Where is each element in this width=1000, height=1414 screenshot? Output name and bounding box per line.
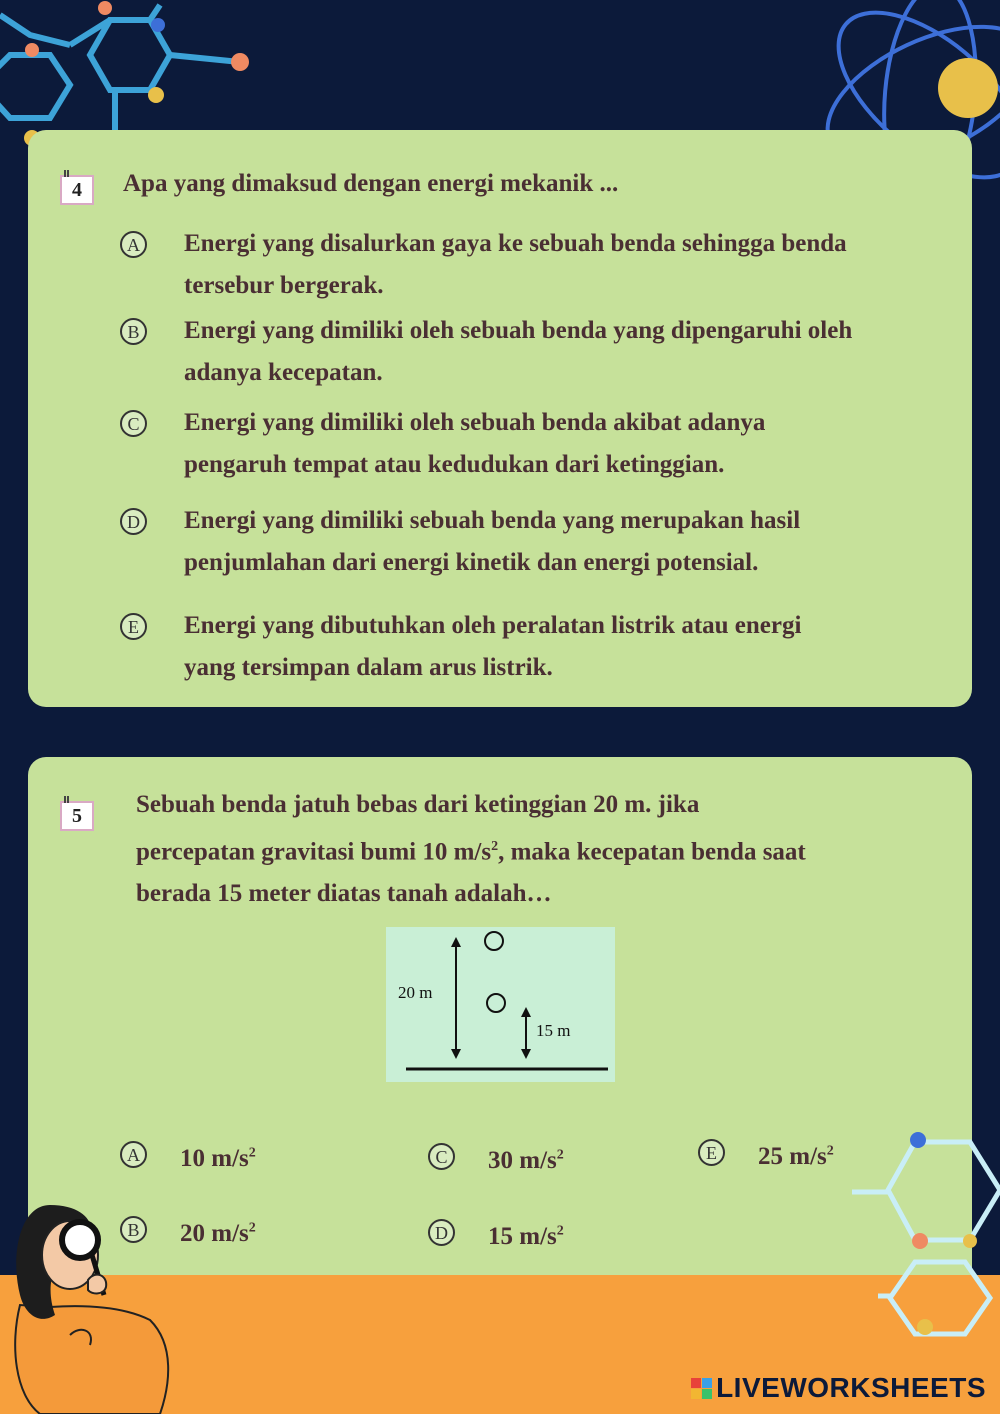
option-b-text bbox=[184, 310, 955, 394]
question-5-line-2-end: , maka kecepatan benda saat bbox=[498, 838, 806, 866]
option-b-line-2: adanya kecepatan. bbox=[184, 359, 383, 386]
option-e-line-1: Energi yang dibutuhkan oleh peralatan listrik atau energi bbox=[184, 612, 802, 639]
option-e-line-2: yang tersimpan dalam arus listrik. bbox=[184, 654, 553, 681]
option-d-line-1: Energi yang dimiliki sebuah benda yang merupakan hasil bbox=[184, 507, 801, 534]
question-4-prompt: Apa yang dimaksud dengan energi mekanik ... bbox=[123, 170, 619, 197]
answer-letter-c[interactable]: C bbox=[428, 1143, 455, 1170]
exponent: 2 bbox=[556, 1148, 564, 1163]
answer-e-value bbox=[758, 1143, 834, 1170]
question-5-prompt bbox=[136, 784, 806, 915]
option-a-line-2: tersebur bergerak. bbox=[184, 272, 384, 299]
liveworksheets-logo-icon bbox=[691, 1378, 712, 1399]
exponent: 2 bbox=[491, 839, 499, 854]
answer-option-c[interactable] bbox=[428, 1141, 564, 1176]
option-d-line-2: penjumlahan dari energi kinetik dan energi potensial. bbox=[184, 549, 759, 576]
question-5-line-2-start: percepatan gravitasi bumi 10 m/s bbox=[136, 838, 492, 866]
exponent: 2 bbox=[556, 1224, 564, 1239]
exponent: 2 bbox=[248, 1221, 256, 1236]
option-a-text bbox=[184, 223, 955, 307]
option-d[interactable] bbox=[120, 500, 955, 584]
label-20m: 20 m bbox=[398, 983, 433, 1002]
girl-magnifier-illustration bbox=[0, 1195, 200, 1414]
option-d-text bbox=[184, 500, 955, 584]
option-c[interactable] bbox=[120, 402, 955, 486]
option-e[interactable] bbox=[120, 605, 955, 689]
option-letter-c[interactable]: C bbox=[120, 410, 147, 437]
question-number-badge: 5 bbox=[60, 801, 94, 831]
answer-a-number: 10 m/s bbox=[180, 1145, 249, 1173]
question-5-line-1: Sebuah benda jatuh bebas dari ketinggian 20 m. jika bbox=[136, 791, 700, 818]
answer-letter-d[interactable]: D bbox=[428, 1219, 455, 1246]
label-15m: 15 m bbox=[536, 1021, 571, 1040]
exponent: 2 bbox=[826, 1144, 834, 1159]
option-letter-a[interactable]: A bbox=[120, 231, 147, 258]
option-e-text bbox=[184, 605, 955, 689]
option-letter-e[interactable]: E bbox=[120, 613, 147, 640]
option-c-text bbox=[184, 402, 955, 486]
option-a[interactable] bbox=[120, 223, 955, 307]
answer-d-value bbox=[488, 1223, 564, 1250]
answer-letter-a[interactable]: A bbox=[120, 1141, 147, 1168]
answer-c-value bbox=[488, 1147, 564, 1174]
free-fall-diagram bbox=[386, 927, 615, 1082]
answer-d-number: 15 m/s bbox=[488, 1223, 557, 1251]
brand-name: LIVEWORKSHEETS bbox=[716, 1372, 986, 1403]
answer-option-e[interactable] bbox=[698, 1137, 834, 1172]
answer-option-a[interactable] bbox=[120, 1139, 256, 1174]
answer-a-value bbox=[180, 1145, 256, 1172]
option-a-line-1: Energi yang disalurkan gaya ke sebuah benda sehingga benda bbox=[184, 230, 847, 257]
liveworksheets-logo[interactable] bbox=[691, 1372, 986, 1404]
option-c-line-2: pengaruh tempat atau kedudukan dari ketinggian. bbox=[184, 451, 725, 478]
option-b-line-1: Energi yang dimiliki oleh sebuah benda yang dipengaruhi oleh bbox=[184, 317, 853, 344]
question-5-line-3: berada 15 meter diatas tanah adalah… bbox=[136, 880, 552, 908]
question-5-line-2 bbox=[136, 826, 806, 873]
option-letter-b[interactable]: B bbox=[120, 318, 147, 345]
option-b[interactable] bbox=[120, 310, 955, 394]
answer-letter-e[interactable]: E bbox=[698, 1139, 725, 1166]
answer-letter-b[interactable]: B bbox=[120, 1216, 147, 1243]
option-c-line-1: Energi yang dimiliki oleh sebuah benda akibat adanya bbox=[184, 409, 766, 436]
option-letter-d[interactable]: D bbox=[120, 508, 147, 535]
answer-e-number: 25 m/s bbox=[758, 1143, 827, 1171]
question-number-badge: 4 bbox=[60, 175, 94, 205]
answer-option-d[interactable] bbox=[428, 1217, 564, 1252]
answer-b-number: 20 m/s bbox=[180, 1220, 249, 1248]
exponent: 2 bbox=[248, 1146, 256, 1161]
answer-c-number: 30 m/s bbox=[488, 1147, 557, 1175]
question-4-card bbox=[28, 130, 972, 707]
